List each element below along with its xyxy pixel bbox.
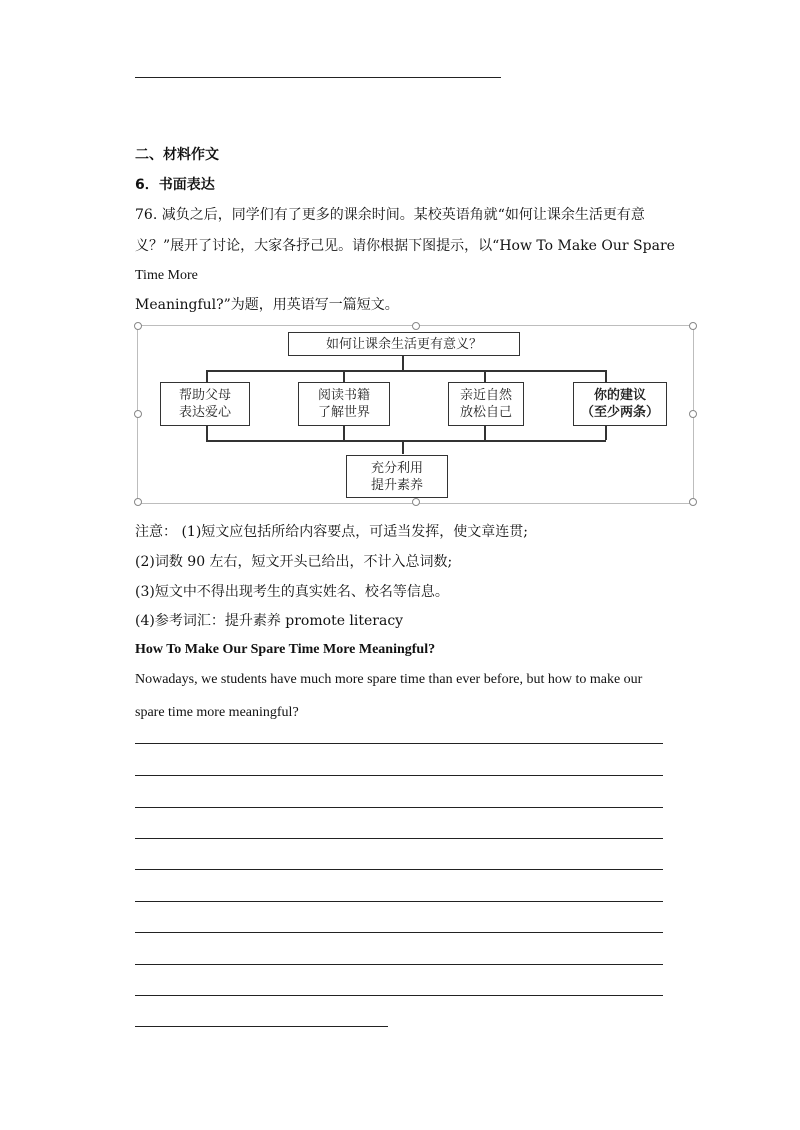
diagram-item-3-line-2: 放松自己 [459, 405, 512, 420]
writing-line-5 [135, 869, 663, 870]
essay-opening-line-2: spare time more meaningful? [135, 705, 299, 720]
resize-handle-bottom-left [134, 498, 142, 506]
section-title: 二、材料作文 [135, 147, 219, 163]
connector-up-1 [206, 425, 208, 440]
essay-opening-line-1: Nowadays, we students have much more spare time than ever before, but how to make our [135, 672, 643, 687]
answer-line-top [135, 77, 501, 78]
resize-handle-middle-right [689, 410, 697, 418]
resize-handle-bottom-middle [412, 498, 420, 506]
writing-line-3 [135, 807, 663, 808]
connector-down-1 [206, 370, 208, 382]
prompt-line-3: Time More [135, 268, 198, 283]
note-4: (4)参考词汇：提升素养 promote literacy [135, 613, 404, 629]
connector-down-2 [343, 370, 345, 382]
resize-handle-top-middle [412, 322, 420, 330]
diagram-item-3-line-1: 亲近自然 [459, 388, 512, 403]
prompt-line-1: 76. 减负之后，同学们有了更多的课余时间。某校英语角就“如何让课余生活更有意 [135, 207, 645, 223]
connector-upper-horizontal [206, 370, 606, 372]
connector-bottom-vertical [402, 440, 404, 454]
note-1: 注意： (1)短文应包括所给内容要点，可适当发挥，使文章连贯; [135, 524, 528, 540]
connector-up-3 [484, 425, 486, 440]
diagram-item-box-2 [298, 382, 390, 426]
essay-title: How To Make Our Spare Time More Meaningful? [135, 642, 436, 657]
diagram-bottom-line-2: 提升素养 [370, 477, 423, 493]
diagram-top-box [288, 332, 520, 356]
diagram-item-box-1 [160, 382, 250, 426]
writing-line-2 [135, 775, 663, 776]
note-2: (2)词数 90 左右，短文开头已给出，不计入总词数; [135, 554, 453, 570]
writing-line-4 [135, 838, 663, 839]
mind-map-diagram [137, 325, 694, 504]
writing-line-8 [135, 964, 663, 965]
connector-lower-horizontal [206, 440, 606, 442]
writing-line-1 [135, 743, 663, 744]
connector-down-4 [605, 370, 607, 382]
prompt-line-4: Meaningful?”为题，用英语写一篇短文。 [135, 297, 399, 313]
diagram-item-4-line-1: 你的建议 [593, 388, 646, 403]
connector-top-vertical [402, 356, 404, 370]
note-3: (3)短文中不得出现考生的真实姓名、校名等信息。 [135, 584, 449, 600]
connector-down-3 [484, 370, 486, 382]
connector-up-4 [605, 425, 607, 440]
resize-handle-top-left [134, 322, 142, 330]
resize-handle-top-right [689, 322, 697, 330]
diagram-item-1-line-1: 帮助父母 [178, 388, 231, 403]
connector-up-2 [343, 425, 345, 440]
resize-handle-bottom-right [689, 498, 697, 506]
writing-line-7 [135, 932, 663, 933]
diagram-item-2-line-2: 了解世界 [317, 405, 370, 420]
diagram-bottom-box [346, 455, 448, 498]
writing-line-10 [135, 1026, 388, 1027]
question-title: 6．书面表达 [135, 177, 215, 193]
diagram-top-label: 如何让课余生活更有意义？ [325, 336, 482, 352]
diagram-item-1-line-2: 表达爱心 [178, 405, 231, 420]
diagram-item-box-4 [573, 382, 667, 426]
diagram-item-2-line-1: 阅读书籍 [317, 388, 370, 403]
writing-line-6 [135, 901, 663, 902]
resize-handle-middle-left [134, 410, 142, 418]
diagram-item-box-3 [448, 382, 524, 426]
diagram-bottom-line-1: 充分利用 [370, 460, 423, 476]
prompt-line-2: 义？”展开了讨论，大家各抒己见。请你根据下图提示，以“How To Make Our Spare [135, 238, 675, 254]
writing-line-9 [135, 995, 663, 996]
diagram-item-4-line-2: （至少两条） [580, 405, 659, 420]
